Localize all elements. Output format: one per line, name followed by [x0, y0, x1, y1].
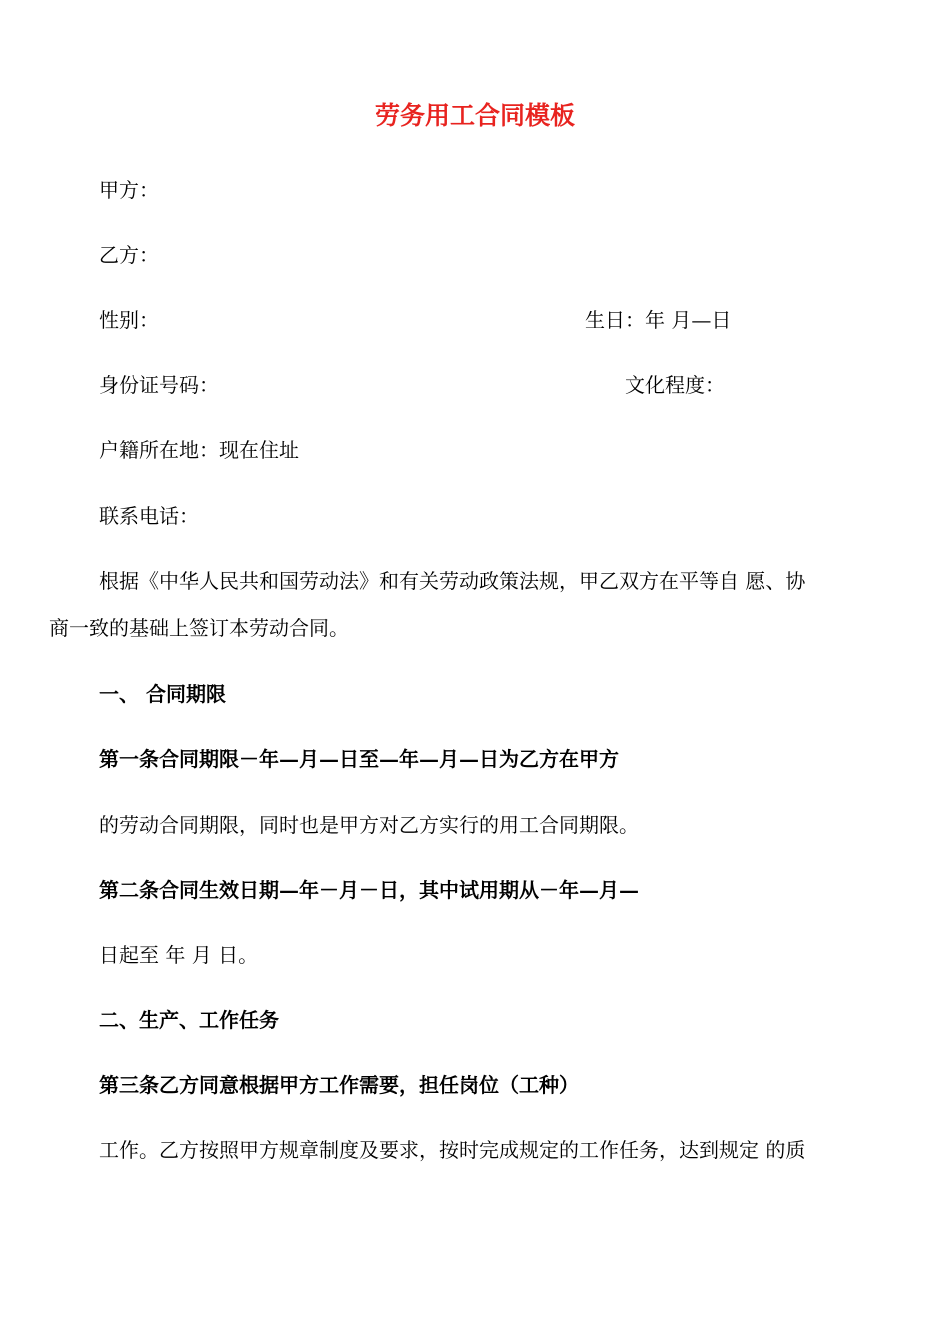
article-3-continuation: 工作。乙方按照甲方规章制度及要求，按时完成规定的工作任务，达到规定 的质 [99, 1138, 806, 1162]
preamble-paragraph [49, 567, 901, 642]
party-a-field: 甲方： [99, 178, 159, 202]
phone-field: 联系电话： [99, 504, 199, 528]
education-field: 文化程度： [625, 373, 725, 397]
gender-field: 性别： [99, 308, 159, 332]
preamble-line-1: 根据《中华人民共和国劳动法》和有关劳动政策法规，甲乙双方在平等自 愿、协 [99, 569, 806, 593]
preamble-line-2: 商一致的基础上签订本劳动合同。 [49, 616, 349, 640]
section-1-heading: 一、 合同期限 [99, 682, 226, 706]
household-field: 户籍所在地：现在住址 [99, 438, 299, 462]
document-title: 劳务用工合同模板 [374, 101, 575, 130]
article-1: 第一条合同期限－年—月—日至—年—月—日为乙方在甲方 [99, 747, 619, 771]
section-2-heading: 二、生产、工作任务 [99, 1008, 279, 1032]
party-b-field: 乙方： [99, 243, 159, 267]
article-2-continuation: 日起至 年 月 日。 [99, 943, 259, 967]
article-3: 第三条乙方同意根据甲方工作需要，担任岗位（工种） [99, 1073, 579, 1097]
birthday-field: 生日：年 月—日 [585, 308, 732, 332]
article-1-continuation: 的劳动合同期限，同时也是甲方对乙方实行的用工合同期限。 [99, 813, 639, 837]
article-2: 第二条合同生效日期—年－月－日，其中试用期从－年—月— [99, 878, 639, 902]
id-number-field: 身份证号码： [99, 373, 219, 397]
